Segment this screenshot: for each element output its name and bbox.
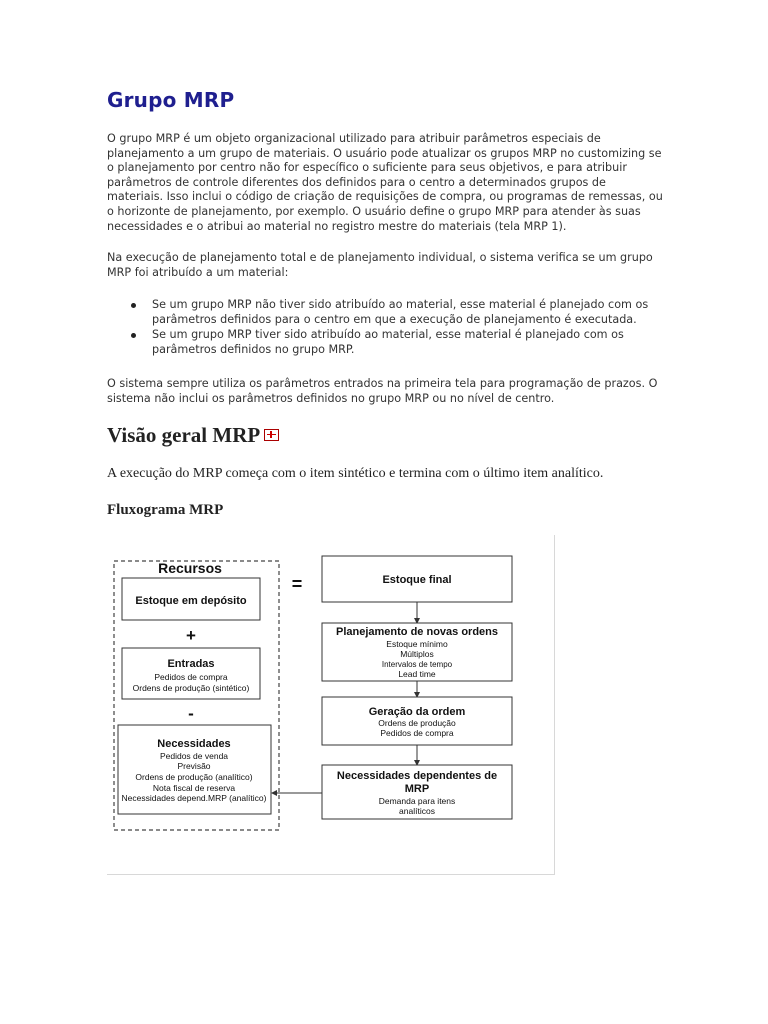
recursos-label: Recursos [158, 560, 222, 576]
list-item [107, 328, 663, 357]
bullet-icon [131, 303, 136, 308]
page-title: Grupo MRP [107, 88, 235, 112]
estoque-final-label: Estoque final [382, 574, 452, 586]
estoque-deposito-label: Estoque em depósito [135, 595, 247, 607]
necessidades-title: Necessidades [157, 738, 231, 750]
necessidades-item: Nota fiscal de reserva [152, 783, 236, 793]
geracao-item: Pedidos de compra [380, 728, 454, 738]
list-item-text: Se um grupo MRP tiver sido atribuído ao material, esse material é planejado com os parâmetros definidos no grupo MRP. [152, 328, 624, 356]
necessidades-dep-item: analíticos [399, 806, 435, 816]
navigation-icon[interactable] [264, 429, 279, 441]
planejamento-item: Lead time [398, 669, 436, 679]
minus-operator: - [188, 704, 194, 723]
section-title [107, 423, 279, 448]
list-item-text: Se um grupo MRP não tiver sido atribuído ao material, esse material é planejado com os parâmetros definidos para o centro em que a execução de planejamento é executada. [152, 298, 649, 326]
planejamento-title: Planejamento de novas ordens [336, 626, 498, 638]
entradas-item: Ordens de produção (sintético) [132, 683, 250, 693]
flowchart [107, 535, 554, 874]
planejamento-item: Múltiplos [400, 649, 434, 659]
list-item [107, 298, 663, 327]
planejamento-item: Intervalos de tempo [381, 660, 453, 669]
subsection-title: Fluxograma MRP [107, 502, 224, 518]
planejamento-item: Estoque mínimo [386, 639, 448, 649]
necessidades-dep-title: MRP [404, 783, 430, 795]
necessidades-dep-item: Demanda para itens [378, 796, 456, 806]
bullet-list [107, 298, 663, 358]
necessidades-item: Ordens de produção (analítico) [135, 772, 253, 782]
paragraph-intro: O grupo MRP é um objeto organizacional utilizado para atribuir parâmetros especiais de planejamento a um grupo de materiais. O usuário pode atualizar os grupos MRP no customizing se o planejamento por centro não for específico o suficiente para seus objetivos, e para atribuir parâmetros de controle diferentes dos definidos para o centro a determinados grupos de materiais. Isso inclui o código de criação de requisições de compra, ou programas de remessas, ou o horizonte de planejamento, por exemplo. O usuário define o grupo MRP para atender às suas necessidades e o atribui ao material no registro mestre do materiais (tela MRP 1). [107, 132, 663, 233]
plus-operator: + [186, 626, 196, 645]
section-intro: A execução do MRP começa com o item sintético e termina com o último item analítico. [107, 466, 604, 481]
entradas-title: Entradas [167, 658, 215, 670]
necessidades-item: Pedidos de venda [159, 751, 229, 761]
paragraph-execution: Na execução de planejamento total e de planejamento individual, o sistema verifica se um grupo MRP foi atribuído a um material: [107, 251, 653, 279]
geracao-title: Geração da ordem [368, 706, 466, 718]
bullet-icon [131, 333, 136, 338]
entradas-item: Pedidos de compra [154, 672, 228, 682]
section-title-text: Visão geral MRP [107, 423, 261, 447]
necessidades-dep-title: Necessidades dependentes de [336, 770, 498, 782]
necessidades-item: Necessidades depend.MRP (analítico) [121, 793, 267, 803]
geracao-item: Ordens de produção [378, 718, 456, 728]
paragraph-system: O sistema sempre utiliza os parâmetros entrados na primeira tela para programação de prazos. O sistema não inclui os parâmetros definidos no grupo MRP ou no nível de centro. [107, 377, 658, 405]
necessidades-item: Previsão [177, 761, 211, 771]
flowchart-frame [107, 535, 555, 875]
equals-operator: = [291, 574, 303, 594]
